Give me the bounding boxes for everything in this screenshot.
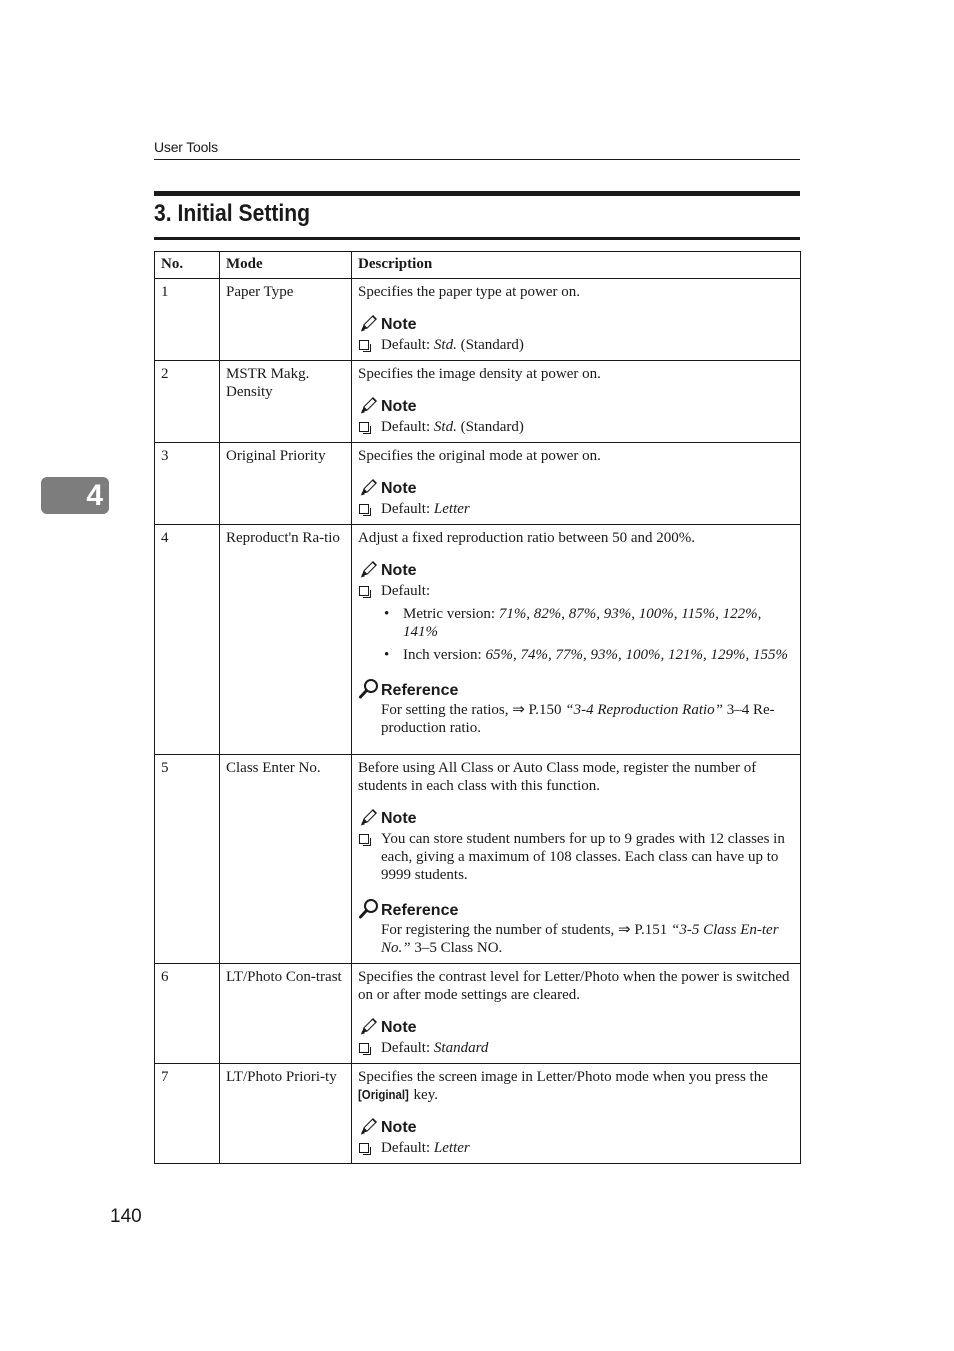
- checkbox-bullet-icon: [359, 1143, 369, 1153]
- table-row: [155, 279, 801, 361]
- reference-label: Reference: [381, 682, 459, 699]
- row-mode: Paper Type: [220, 279, 352, 361]
- page-number: 140: [110, 1206, 142, 1227]
- note-label: Note: [381, 480, 417, 497]
- table-row: [155, 443, 801, 525]
- note-heading: [358, 476, 794, 498]
- reference-link[interactable]: “3-4 Reproduction Ratio”: [565, 702, 724, 718]
- note-heading: [358, 312, 794, 334]
- pencil-icon: [358, 394, 380, 416]
- note-label: Note: [381, 1019, 417, 1036]
- initial-setting-table: [154, 251, 801, 1164]
- reference-heading: [358, 898, 794, 920]
- reference-text: For setting the ratios, ⇒ P.150 “3-4 Reproduction Ratio” 3–4 Re-production ratio.: [381, 702, 775, 736]
- checkbox-bullet-icon: [359, 586, 369, 596]
- row-no: 3: [155, 443, 220, 525]
- pencil-icon: [358, 476, 380, 498]
- note-heading: [358, 394, 794, 416]
- reference-link[interactable]: “3-5 Class En-ter No.”: [381, 922, 779, 956]
- pencil-icon: [358, 806, 380, 828]
- note-label: Note: [381, 562, 417, 579]
- row-description: [352, 525, 801, 755]
- row-description: [352, 964, 801, 1064]
- row-description: [352, 279, 801, 361]
- magnifier-icon: [358, 678, 380, 700]
- header-mode: Mode: [220, 252, 352, 279]
- note-item: Default: Std. (Standard): [358, 418, 794, 436]
- note-heading: [358, 1015, 794, 1037]
- row-description: [352, 1064, 801, 1164]
- row-mode: Original Priority: [220, 443, 352, 525]
- row-mode: LT/Photo Priori-ty: [220, 1064, 352, 1164]
- checkbox-bullet-icon: [359, 504, 369, 514]
- title-top-rule: [154, 191, 800, 196]
- note-item: Default: Letter: [358, 500, 794, 518]
- metric-version-item: • Metric version: 71%, 82%, 87%, 93%, 100%, 115%, 122%, 141%: [384, 606, 762, 640]
- original-key-name: [Original]: [358, 1087, 409, 1102]
- table-row: [155, 361, 801, 443]
- table-row: [155, 525, 801, 755]
- row-no: 6: [155, 964, 220, 1064]
- reference-label: Reference: [381, 902, 459, 919]
- table-header-row: [155, 252, 801, 279]
- row-mode: MSTR Makg. Density: [220, 361, 352, 443]
- description-text: Adjust a fixed reproduction ratio between 50 and 200%.: [358, 530, 695, 546]
- description-text: Specifies the contrast level for Letter/Photo when the power is switched on or after mode settings are cleared.: [358, 969, 790, 1003]
- pencil-icon: [358, 558, 380, 580]
- description-text: Specifies the image density at power on.: [358, 366, 601, 382]
- note-label: Note: [381, 398, 417, 415]
- note-item: Default: Standard: [358, 1039, 794, 1057]
- chapter-tab-number: 4: [86, 479, 103, 512]
- pencil-icon: [358, 1015, 380, 1037]
- row-mode: Class Enter No.: [220, 755, 352, 964]
- magnifier-icon: [358, 898, 380, 920]
- note-heading: [358, 1115, 794, 1137]
- header-no: No.: [155, 252, 220, 279]
- row-description: [352, 755, 801, 964]
- table-row: [155, 755, 801, 964]
- note-label: Note: [381, 316, 417, 333]
- checkbox-bullet-icon: [359, 1043, 369, 1053]
- note-heading: [358, 558, 794, 580]
- section-title: 3. Initial Setting: [154, 200, 311, 227]
- pencil-icon: [358, 1115, 380, 1137]
- checkbox-bullet-icon: [359, 340, 369, 350]
- checkbox-bullet-icon: [359, 834, 369, 844]
- note-label: Note: [381, 1119, 417, 1136]
- row-no: 2: [155, 361, 220, 443]
- table-row: [155, 964, 801, 1064]
- table-row: [155, 1064, 801, 1164]
- header-description: Description: [352, 252, 801, 279]
- note-item: Default: Letter: [358, 1139, 794, 1157]
- row-no: 5: [155, 755, 220, 964]
- reference-text: For registering the number of students, ⇒ P.151 “3-5 Class En-ter No.” 3–5 Class NO.: [381, 922, 779, 956]
- chapter-tab: [41, 477, 109, 514]
- row-mode: Reproduct'n Ra-tio: [220, 525, 352, 755]
- description-text: Before using All Class or Auto Class mode, register the number of students in each class with this function.: [358, 760, 757, 794]
- running-head: User Tools: [154, 139, 218, 155]
- description-text: Specifies the original mode at power on.: [358, 448, 601, 464]
- row-description: [352, 361, 801, 443]
- pencil-icon: [358, 312, 380, 334]
- note-item: Default: Std. (Standard): [358, 336, 794, 354]
- title-bottom-rule: [154, 237, 800, 240]
- row-no: 7: [155, 1064, 220, 1164]
- bullet-icon: •: [384, 606, 390, 622]
- bullet-icon: •: [384, 647, 390, 663]
- row-no: 4: [155, 525, 220, 755]
- description-text: Specifies the screen image in Letter/Photo mode when you press the [Original] key.: [358, 1069, 768, 1103]
- inch-version-item: • Inch version: 65%, 74%, 77%, 93%, 100%, 121%, 129%, 155%: [384, 647, 788, 663]
- running-head-rule: [154, 159, 800, 160]
- reference-heading: [358, 678, 794, 700]
- checkbox-bullet-icon: [359, 422, 369, 432]
- note-item: Default:: [358, 582, 794, 600]
- note-label: Note: [381, 810, 417, 827]
- note-heading: [358, 806, 794, 828]
- row-no: 1: [155, 279, 220, 361]
- row-description: [352, 443, 801, 525]
- description-text: Specifies the paper type at power on.: [358, 284, 581, 300]
- row-mode: LT/Photo Con-trast: [220, 964, 352, 1064]
- note-item: You can store student numbers for up to 9 grades with 12 classes in each, giving a maximum of 108 classes. Each class can have up to 9999 students.: [358, 830, 794, 884]
